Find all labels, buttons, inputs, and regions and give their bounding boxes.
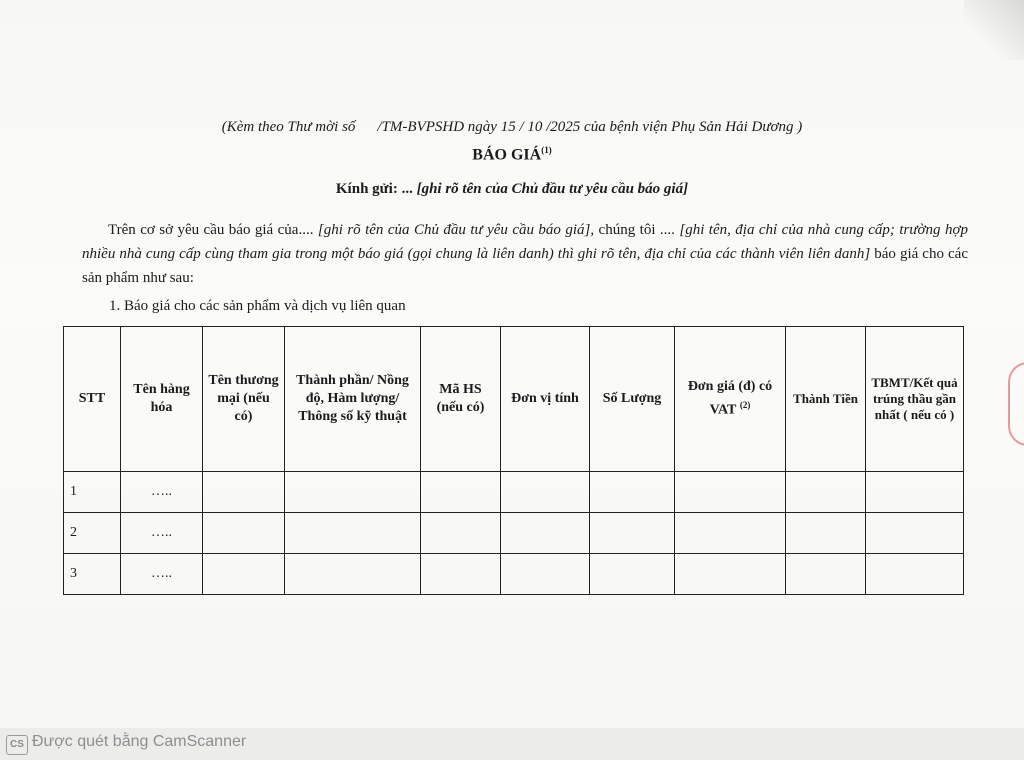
section-title: 1. Báo giá cho các sản phẩm và dịch vụ liên quan [109, 298, 406, 314]
document-title [0, 145, 1024, 164]
table-row [64, 513, 964, 554]
camscanner-footer [0, 728, 1024, 760]
header-trade-name: Tên thương mại (nếu có) [203, 327, 285, 472]
table-cell [866, 472, 964, 513]
quotation-table [63, 326, 964, 595]
intro-p2: , chúng tôi .... [590, 222, 680, 238]
row-product-name: ….. [121, 513, 203, 554]
row-stt: 3 [64, 554, 121, 595]
table-cell [203, 513, 285, 554]
greeting-prefix: Kính gửi: ... [335, 181, 413, 197]
title-text: BÁO GIÁ [472, 146, 542, 164]
header-unit-price-note: (2) [739, 400, 751, 411]
intro-p1: Trên cơ sở yêu cầu báo giá của.... [108, 222, 318, 238]
intro-paragraph [82, 218, 968, 290]
table-cell [421, 554, 501, 595]
table-row [64, 472, 964, 513]
table-cell [285, 472, 421, 513]
table-cell [501, 513, 590, 554]
table-cell [501, 554, 590, 595]
title-footnote: (1) [541, 145, 552, 155]
header-quantity: Số Lượng [590, 327, 675, 472]
row-stt: 1 [64, 472, 121, 513]
page-corner-shadow [964, 0, 1024, 60]
row-product-name: ….. [121, 472, 203, 513]
red-stamp-edge [1008, 362, 1024, 446]
document-subtitle [0, 119, 1024, 136]
header-hs-code: Mã HS (nếu có) [421, 327, 501, 472]
row-stt: 2 [64, 513, 121, 554]
table-cell [590, 472, 675, 513]
table-cell [866, 513, 964, 554]
header-unit-price [675, 327, 786, 472]
subtitle-part-b: /TM-BVPSHD ngày 15 / 10 /2025 của bệnh viện Phụ Sản Hải Dương ) [377, 119, 803, 135]
table-cell [675, 513, 786, 554]
table-row [64, 554, 964, 595]
table-cell [866, 554, 964, 595]
table-cell [590, 554, 675, 595]
greeting-line [0, 181, 1024, 198]
table-cell [203, 554, 285, 595]
table-cell [501, 472, 590, 513]
row-product-name: ….. [121, 554, 203, 595]
intro-p3: báo giá cho các sản phẩm như sau: [82, 246, 968, 286]
header-tender-result: TBMT/Kết quả trúng thầu gần nhất ( nếu có ) [866, 327, 964, 472]
intro-i2: [ghi tên, địa chỉ của nhà cung cấp; trường hợp nhiều nhà cung cấp cùng tham gia trong một báo giá (gọi chung là liên danh) thì ghi rõ tên, địa chỉ của các thành viên liên danh] [82, 222, 968, 262]
table-cell [285, 554, 421, 595]
table-cell [421, 472, 501, 513]
camscanner-logo-icon: CS [6, 735, 28, 755]
table-cell [786, 513, 866, 554]
header-unit: Đơn vị tính [501, 327, 590, 472]
camscanner-watermark-text: Được quét bằng CamScanner [32, 733, 247, 750]
header-total: Thành Tiền [786, 327, 866, 472]
header-product-name: Tên hàng hóa [121, 327, 203, 472]
header-unit-price-label: Đơn giá (đ) có VAT [687, 379, 773, 418]
greeting-value: [ghi rõ tên của Chủ đầu tư yêu cầu báo giá] [412, 181, 689, 197]
table-cell [675, 554, 786, 595]
table-header-row [64, 327, 964, 472]
header-composition: Thành phần/ Nồng độ, Hàm lượng/ Thông số kỹ thuật [285, 327, 421, 472]
table-cell [675, 472, 786, 513]
header-stt: STT [64, 327, 121, 472]
table-cell [786, 472, 866, 513]
table-cell [786, 554, 866, 595]
table-cell [421, 513, 501, 554]
intro-i1: [ghi rõ tên của Chủ đầu tư yêu cầu báo giá] [317, 222, 591, 238]
subtitle-part-a: (Kèm theo Thư mời số [221, 119, 356, 135]
table-cell [590, 513, 675, 554]
table-cell [203, 472, 285, 513]
table-cell [285, 513, 421, 554]
